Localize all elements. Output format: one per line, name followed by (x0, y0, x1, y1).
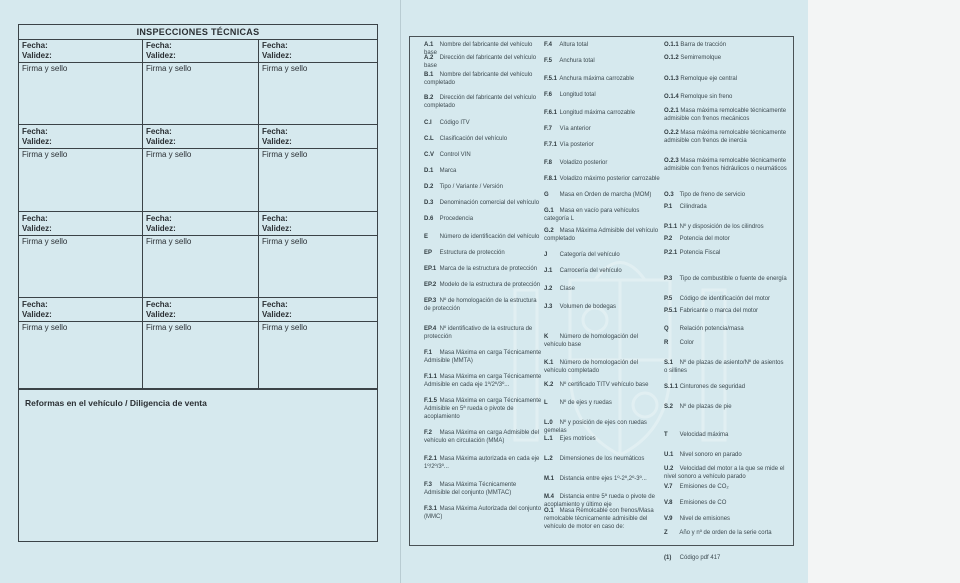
vehicle-field (544, 191, 662, 199)
vehicle-field (424, 183, 542, 191)
vehicle-field (424, 265, 542, 273)
field-code: P.2.1 (664, 250, 678, 256)
vehicle-field (664, 307, 788, 315)
field-description: Número de identificación del vehículo (439, 234, 540, 240)
field-description: Velocidad del motor a la que se mide el nivel sonoro a vehículo parado (664, 466, 785, 480)
vehicle-field (664, 54, 788, 62)
divider (259, 235, 377, 236)
vehicle-field (664, 403, 788, 411)
field-code: G (544, 192, 549, 198)
field-description: Longitud máxima carrozable (559, 110, 636, 116)
field-description: Estructura de protección (439, 250, 505, 256)
inspection-cell (19, 125, 143, 212)
vehicle-field (424, 349, 542, 365)
watermark-credit (951, 570, 954, 581)
field-description: Semirremolque (680, 55, 722, 61)
inspection-cell (143, 298, 259, 389)
field-code: D.3 (424, 200, 434, 206)
vehicle-field (544, 475, 662, 483)
field-description: Clase (559, 286, 576, 292)
fecha-label: Fecha: (262, 127, 288, 136)
field-description: Potencia Fiscal (679, 250, 721, 256)
field-description: Nº de homologación de la estructura de protección (424, 298, 537, 312)
field-description: Dimensiones de los neumáticos (559, 456, 645, 462)
vehicle-field (544, 507, 662, 531)
validez-label: Validez: (262, 137, 292, 146)
field-description: Tipo de freno de servicio (679, 192, 746, 198)
vehicle-field (424, 233, 542, 241)
field-description: Nivel sonoro en parado (679, 452, 742, 458)
divider (259, 62, 377, 63)
field-code: F.6.1 (544, 110, 558, 116)
divider (19, 62, 142, 63)
field-code: J.2 (544, 286, 553, 292)
field-description: Color (679, 340, 695, 346)
field-description: Nombre del fabricante del vehículo base (424, 42, 533, 56)
field-description: Control VIN (439, 152, 471, 158)
vehicle-field (664, 129, 788, 145)
firma-label: Firma y sello (262, 150, 308, 159)
divider (259, 148, 377, 149)
field-description: Masa máxima remolcable técnicamente admisible con frenos mecánicos (664, 108, 787, 122)
vehicle-field (544, 91, 662, 99)
vehicle-field (664, 191, 788, 199)
vehicle-field (424, 135, 542, 143)
field-description: Masa en Orden de marcha (MOM) (559, 192, 652, 198)
field-code: V.8 (664, 500, 673, 506)
field-description: Masa en vacío para vehículos categoría L (544, 208, 640, 222)
firma-label: Firma y sello (262, 237, 308, 246)
field-code: A.2 (424, 55, 434, 61)
field-code: M.4 (544, 494, 555, 500)
field-code: L.0 (544, 420, 553, 426)
field-code: J.3 (544, 304, 553, 310)
field-description: Masa Máxima en carga Admisible del vehículo en circulación (MMA) (424, 430, 540, 444)
vehicle-field (544, 381, 662, 389)
field-code: V.9 (664, 516, 673, 522)
vehicle-field (664, 203, 788, 211)
inspection-cell (143, 125, 259, 212)
field-description: Código de identificación del motor (679, 296, 771, 302)
field-code: J (544, 252, 548, 258)
field-code: O.2.3 (664, 158, 679, 164)
divider (143, 62, 258, 63)
field-description: Ejes motrices (559, 436, 596, 442)
field-description: Tipo / Variante / Versión (439, 184, 503, 190)
field-description: Distancia entre ejes 1º-2º,2º-3º... (559, 476, 647, 482)
field-description: Nº de plazas de asiento/Nº de asientos o sillines (664, 360, 784, 374)
divider (143, 148, 258, 149)
field-description: Masa Máxima en carga Técnicamente Admisible en 5ª rueda o pivote de acoplamiento (424, 398, 542, 420)
vehicle-field (664, 529, 788, 537)
field-code: F.3 (424, 482, 433, 488)
field-description: Masa Máxima Admisible del vehículo completado (544, 228, 659, 242)
field-code: L.1 (544, 436, 553, 442)
field-code: F.3.1 (424, 506, 438, 512)
field-code: S.1.1 (664, 384, 679, 390)
field-code: C.V (424, 152, 435, 158)
field-description: Masa Máxima autorizada en cada eje 1º/2º/3º... (424, 456, 540, 470)
vehicle-field (664, 451, 788, 459)
field-description: Nº certificado TITV vehículo base (559, 382, 649, 388)
field-code: K.1 (544, 360, 554, 366)
field-description: Denominación comercial del vehículo (439, 200, 540, 206)
vehicle-field (424, 71, 542, 87)
validez-label: Validez: (146, 224, 176, 233)
validez-label: Validez: (262, 310, 292, 319)
fecha-label: Fecha: (22, 300, 48, 309)
field-code: Z (664, 530, 668, 536)
inspection-cell (143, 212, 259, 298)
field-code: F.1.1 (424, 374, 438, 380)
firma-label: Firma y sello (146, 323, 192, 332)
vehicle-field (544, 75, 662, 83)
validez-label: Validez: (22, 51, 52, 60)
fecha-label: Fecha: (262, 214, 288, 223)
field-code: G.2 (544, 228, 554, 234)
vehicle-field (544, 359, 662, 375)
divider (143, 235, 258, 236)
field-description: Vía anterior (559, 126, 591, 132)
field-description: Dirección del fabricante del vehículo base (424, 55, 537, 69)
vehicle-field (664, 41, 788, 49)
field-code: U.1 (664, 452, 674, 458)
field-code: D.6 (424, 216, 434, 222)
vehicle-field (424, 373, 542, 389)
field-description: Masa Máxima Técnicamente Admisible del conjunto (MMTAC) (424, 482, 517, 496)
field-code: D.1 (424, 168, 434, 174)
vehicle-fields-panel (409, 36, 794, 561)
field-description: Nivel de emisiones (679, 516, 731, 522)
firma-label: Firma y sello (146, 150, 192, 159)
vehicle-field (424, 429, 542, 445)
field-description: Vía posterior (559, 142, 594, 148)
field-code: Q (664, 326, 669, 332)
field-code: EP.2 (424, 282, 437, 288)
vehicle-field (664, 93, 788, 101)
inspection-cell (143, 39, 259, 125)
field-description: Barra de tracción (680, 42, 727, 48)
field-code: O.1.4 (664, 94, 679, 100)
field-code: F.7.1 (544, 142, 558, 148)
vehicle-field (544, 41, 662, 49)
field-code: V.7 (664, 484, 673, 490)
field-code: F.2.1 (424, 456, 438, 462)
vehicle-field (424, 505, 542, 521)
field-code: O.2.1 (664, 108, 679, 114)
divider (143, 321, 258, 322)
field-description: Velocidad máxima (679, 432, 729, 438)
divider (19, 235, 142, 236)
field-code: A.1 (424, 42, 434, 48)
field-description: Cinturones de seguridad (679, 384, 746, 390)
vehicle-field (664, 431, 788, 439)
field-description: Nº y posición de ejes con ruedas gemelas (544, 420, 647, 434)
field-code: P.2 (664, 236, 673, 242)
firma-label: Firma y sello (22, 237, 68, 246)
field-description: Categoría del vehículo (559, 252, 620, 258)
vehicle-field (664, 359, 788, 375)
field-description: Modelo de la estructura de protección (439, 282, 541, 288)
field-code: F.4 (544, 42, 553, 48)
inspection-cell (259, 298, 377, 389)
field-description: Clasificación del vehículo (439, 136, 508, 142)
field-code: K (544, 334, 549, 340)
fecha-label: Fecha: (22, 41, 48, 50)
fecha-label: Fecha: (146, 214, 172, 223)
field-code: O.1.1 (664, 42, 679, 48)
field-description: Distancia entre 5ª rueda o pivote de acoplamiento y último eje (544, 494, 655, 508)
validez-label: Validez: (146, 137, 176, 146)
field-description: Voladizo máximo posterior carrozable (559, 176, 660, 182)
field-code: F.5.1 (544, 76, 558, 82)
vehicle-field (544, 303, 662, 311)
field-code: K.2 (544, 382, 554, 388)
firma-label: Firma y sello (262, 323, 308, 332)
vehicle-field (664, 325, 788, 333)
field-code: S.1 (664, 360, 674, 366)
vehicle-field (424, 397, 542, 421)
field-description: Emisiones de CO₂ (679, 484, 729, 490)
field-code: B.2 (424, 95, 434, 101)
field-description: Cilindrada (679, 204, 707, 210)
vehicle-field (544, 267, 662, 275)
vehicle-field (544, 57, 662, 65)
vehicle-field (664, 295, 788, 303)
vehicle-field (424, 199, 542, 207)
field-code: P.1.1 (664, 224, 678, 230)
vehicle-field (664, 499, 788, 507)
field-code: L.2 (544, 456, 553, 462)
field-description: Marca de la estructura de protección (439, 266, 538, 272)
validez-label: Validez: (262, 224, 292, 233)
fecha-label: Fecha: (22, 214, 48, 223)
validez-label: Validez: (22, 137, 52, 146)
validez-label: Validez: (146, 51, 176, 60)
fecha-label: Fecha: (146, 41, 172, 50)
reformas-section (19, 389, 377, 543)
vehicle-field (664, 515, 788, 523)
vehicle-field (664, 483, 788, 491)
vehicle-field (424, 455, 542, 471)
vehicle-field (664, 465, 788, 481)
validez-label: Validez: (22, 224, 52, 233)
vehicle-field (544, 435, 662, 443)
firma-label: Firma y sello (22, 150, 68, 159)
vehicle-field (424, 249, 542, 257)
field-code: F.8 (544, 160, 553, 166)
field-description: Remolque sin freno (680, 94, 733, 100)
field-description: Remolque eje central (680, 76, 738, 82)
inspection-cell (259, 212, 377, 298)
vehicle-field (664, 107, 788, 123)
field-description: Nº y disposición de los cilindros (679, 224, 764, 230)
field-code: L (544, 400, 548, 406)
field-code: P.5 (664, 296, 673, 302)
vehicle-field (544, 175, 662, 183)
field-description: Nº identificativo de la estructura de protección (424, 326, 533, 340)
field-description: Carrocería del vehículo (559, 268, 622, 274)
field-description: Potencia del motor (679, 236, 730, 242)
field-description: Procedencia (439, 216, 474, 222)
field-code: F.1 (424, 350, 433, 356)
inspection-cell (259, 39, 377, 125)
field-description: Masa Máxima en carga Técnicamente Admisible en cada eje 1º/2º/3º... (424, 374, 542, 388)
field-description: Nº de plazas de pie (679, 404, 732, 410)
vehicle-field (664, 223, 788, 231)
field-code: S.2 (664, 404, 674, 410)
field-code: C.L (424, 136, 434, 142)
field-code: P.5.1 (664, 308, 678, 314)
field-code: F.5 (544, 58, 553, 64)
field-description: Anchura máxima carrozable (559, 76, 635, 82)
vehicle-field (424, 119, 542, 127)
fecha-label: Fecha: (146, 300, 172, 309)
vehicle-field (664, 249, 788, 257)
field-code: (1) (664, 555, 672, 561)
field-code: O.1 (544, 508, 554, 514)
inspection-cell (259, 125, 377, 212)
vehicle-field (544, 159, 662, 167)
field-description: Masa Máxima Autorizada del conjunto (MMC) (424, 506, 542, 520)
field-description: Altura total (559, 42, 589, 48)
vehicle-field (424, 281, 542, 289)
vehicle-field (544, 207, 662, 223)
validez-label: Validez: (262, 51, 292, 60)
field-code: O.1.2 (664, 55, 679, 61)
validez-label: Validez: (22, 310, 52, 319)
field-code: F.6 (544, 92, 553, 98)
field-code: EP.3 (424, 298, 437, 304)
firma-label: Firma y sello (22, 323, 68, 332)
vehicle-field (424, 151, 542, 159)
field-description: Dirección del fabricante del vehículo completado (424, 95, 537, 109)
vehicle-field (664, 157, 788, 173)
field-code: D.2 (424, 184, 434, 190)
fecha-label: Fecha: (262, 41, 288, 50)
vehicle-field (424, 297, 542, 313)
vehicle-field (424, 325, 542, 341)
vehicle-field (544, 125, 662, 133)
field-description: Relación potencia/masa (679, 326, 744, 332)
field-description: Masa Máxima en carga Técnicamente Admisible (MMTA) (424, 350, 542, 364)
field-description: Volumen de bodegas (559, 304, 617, 310)
field-description: Emisiones de CO (679, 500, 727, 506)
field-code: EP.4 (424, 326, 437, 332)
firma-label: Firma y sello (262, 64, 308, 73)
fecha-label: Fecha: (22, 127, 48, 136)
field-description: Nombre del fabricante del vehículo completado (424, 72, 533, 86)
field-description: Masa máxima remolcable técnicamente admisible con frenos hidráulicos o neumáticos (664, 158, 787, 172)
field-code: J.1 (544, 268, 553, 274)
vehicle-field (544, 419, 662, 435)
field-code: G.1 (544, 208, 554, 214)
field-description: Nº de ejes y ruedas (559, 400, 612, 406)
field-code: O.3 (664, 192, 674, 198)
field-code: P.1 (664, 204, 673, 210)
firma-label: Firma y sello (146, 64, 192, 73)
field-code: EP (424, 250, 433, 256)
vehicle-field (424, 167, 542, 175)
inspections-panel (18, 24, 378, 542)
field-code: T (664, 432, 668, 438)
field-description: Masa Remolcable con frenos/Masa remolcable técnicamente admisible del vehículo de motor en caso de: (544, 508, 654, 530)
divider (259, 321, 377, 322)
field-code: O.2.2 (664, 130, 679, 136)
vehicle-field (544, 285, 662, 293)
vehicle-field (544, 109, 662, 117)
divider (19, 148, 142, 149)
field-code: C.I (424, 120, 432, 126)
inspection-cell (19, 298, 143, 389)
inspection-cell (19, 212, 143, 298)
firma-label: Firma y sello (22, 64, 68, 73)
field-code: E (424, 234, 429, 240)
vehicle-field (664, 339, 788, 347)
field-description: Marca (439, 168, 457, 174)
field-description: Fabricante o marca del motor (679, 308, 759, 314)
field-code: O.1.3 (664, 76, 679, 82)
field-description: Longitud total (559, 92, 596, 98)
field-code: F.1.5 (424, 398, 438, 404)
fecha-label: Fecha: (262, 300, 288, 309)
vehicle-field (664, 275, 788, 283)
inspection-cell (19, 39, 143, 125)
field-code: F.2 (424, 430, 433, 436)
field-description: Código pdf 417 (679, 555, 721, 561)
vehicle-field (424, 94, 542, 110)
divider (19, 321, 142, 322)
field-description: Código ITV (439, 120, 470, 126)
field-description: Año y nº de orden de la serie corta (679, 530, 772, 536)
vehicle-field (544, 251, 662, 259)
field-code: B.1 (424, 72, 434, 78)
field-code: R (664, 340, 669, 346)
field-code: F.7 (544, 126, 553, 132)
vehicle-field (544, 141, 662, 149)
field-description: Número de homologación del vehículo base (544, 334, 639, 348)
reformas-label: Reformas en el vehículo / Diligencia de venta (25, 398, 207, 408)
field-code: EP.1 (424, 266, 437, 272)
vehicle-field (544, 455, 662, 463)
vehicle-field (664, 75, 788, 83)
field-description: Anchura total (559, 58, 595, 64)
fecha-label: Fecha: (146, 127, 172, 136)
inspections-title: INSPECCIONES TÉCNICAS (19, 25, 377, 40)
vehicle-field (544, 399, 662, 407)
vehicle-field (544, 227, 662, 243)
vehicle-field (424, 215, 542, 223)
field-code: P.3 (664, 276, 673, 282)
field-description: Masa máxima remolcable técnicamente admisible con frenos de inercia (664, 130, 787, 144)
vehicle-field (664, 554, 788, 562)
field-code: M.1 (544, 476, 555, 482)
vehicle-field (664, 235, 788, 243)
vehicle-field (544, 333, 662, 349)
firma-label: Firma y sello (146, 237, 192, 246)
field-code: F.8.1 (544, 176, 558, 182)
vehicle-field (424, 54, 542, 70)
field-description: Voladizo posterior (559, 160, 608, 166)
vehicle-field (664, 383, 788, 391)
field-code: U.2 (664, 466, 674, 472)
validez-label: Validez: (146, 310, 176, 319)
field-description: Tipo de combustible o fuente de energía (679, 276, 787, 282)
vehicle-field (424, 481, 542, 497)
field-description: Número de homologación del vehículo completado (544, 360, 639, 374)
